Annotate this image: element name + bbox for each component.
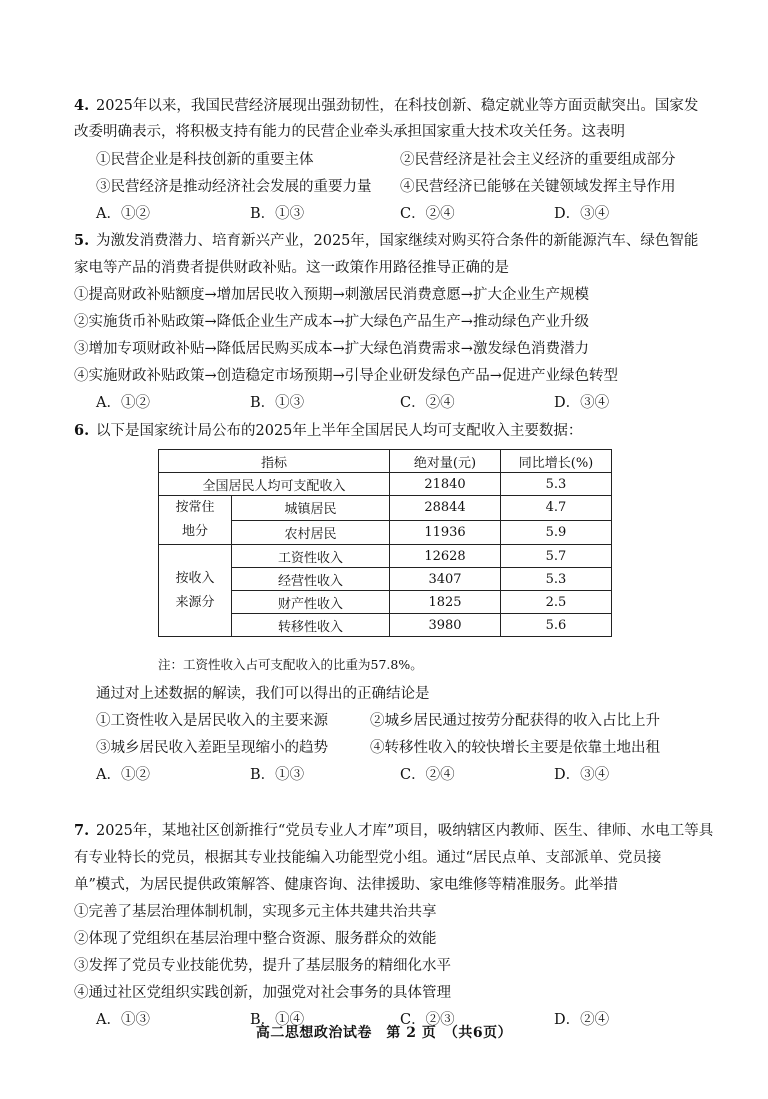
choice-b: B．①④: [250, 1012, 305, 1028]
question-stem-line: 家电等产品的消费者提供财政补贴。这一政策作用路径推导正确的是: [74, 260, 509, 276]
question-6-body: [74, 681, 714, 791]
table-cell-value: 28844: [390, 496, 501, 521]
table-cell-value: 11936: [390, 520, 501, 545]
statement-item: ③民营经济是推动经济社会发展的重要力量: [96, 179, 372, 195]
table-cell-growth: 2.5: [501, 591, 612, 614]
table-row: [159, 545, 612, 568]
table-cell-value: 21840: [390, 473, 501, 496]
table-cell-value: 1825: [390, 591, 501, 614]
table-cell-label: 财产性收入: [232, 591, 390, 614]
statement-item: ③增加专项财政补贴→降低居民购买成本→扩大绿色消费需求→激发绿色消费潜力: [74, 341, 589, 357]
question-number: 6.: [74, 422, 90, 439]
table-cell-label: 全国居民人均可支配收入: [159, 473, 390, 496]
table-row: [159, 496, 612, 521]
table-header-row: [159, 450, 612, 473]
table-cell-value: 3407: [390, 568, 501, 591]
statement-item: ①提高财政补贴额度→增加居民收入预期→刺激居民消费意愿→扩大企业生产规模: [74, 287, 589, 303]
statement-item: ④民营经济已能够在关键领域发挥主导作用: [400, 179, 676, 195]
choice-c: C．②④: [400, 395, 455, 411]
statement-item: ①完善了基层治理体制机制，实现多元主体共建共治共享: [74, 904, 437, 920]
table-cell-label: 转移性收入: [232, 614, 390, 637]
question-stem-line: 单”模式，为居民提供政策解答、健康咨询、法律援助、家电维修等精准服务。此举措: [74, 877, 618, 893]
choice-c: C．②④: [400, 767, 455, 783]
statement-item: ③城乡居民收入差距呈现缩小的趋势: [96, 740, 328, 756]
choice-c: C．②④: [400, 206, 455, 222]
group-label-line: 来源分: [175, 594, 215, 610]
statement-item: ①民营企业是科技创新的重要主体: [96, 152, 314, 168]
table-cell-label: 经营性收入: [232, 568, 390, 591]
question-stem-line: 为激发消费潜力、培育新兴产业，2025年，国家继续对购买符合条件的新能源汽车、绿色智能: [96, 233, 699, 249]
choice-a: A．①③: [96, 1012, 150, 1028]
table-cell-label: 城镇居民: [232, 496, 390, 521]
table-cell-label: 农村居民: [232, 520, 390, 545]
choice-d: D．③④: [554, 206, 610, 222]
statement-item: ②实施货币补贴政策→降低企业生产成本→扩大绿色产品生产→推动绿色产业升级: [74, 314, 589, 330]
question-stem-line: 2025年，某地社区创新推行“党员专业人才库”项目，吸纳辖区内教师、医生、律师、水电工等具: [96, 823, 714, 839]
statement-item: ③发挥了党员专业技能优势，提升了基层服务的精细化水平: [74, 958, 451, 974]
statement-item: ②体现了党组织在基层治理中整合资源、服务群众的效能: [74, 931, 437, 947]
choice-a: A．①②: [96, 206, 150, 222]
table-header-cell: 绝对量(元): [390, 450, 501, 473]
choice-a: A．①②: [96, 767, 150, 783]
choice-b: B．①③: [250, 767, 305, 783]
question-number: 5.: [74, 232, 90, 249]
choice-d: D．③④: [554, 767, 610, 783]
group-label-line: 按收入: [175, 570, 215, 586]
question-6: [74, 418, 714, 448]
table-cell-growth: 5.3: [501, 473, 612, 496]
choice-d: D．③④: [554, 395, 610, 411]
table-row: [159, 473, 612, 496]
group-label-line: 按常住: [175, 500, 215, 515]
table-cell-growth: 5.6: [501, 614, 612, 637]
group-label-line: 地分: [181, 524, 208, 539]
table-cell-value: 12628: [390, 545, 501, 568]
table-group-label: [159, 545, 232, 637]
statement-item: ④通过社区党组织实践创新，加强党对社会事务的具体管理: [74, 985, 451, 1001]
table-group-label: [159, 496, 232, 545]
choice-c: C．②③: [400, 1012, 455, 1028]
question-number: 4.: [74, 97, 90, 114]
question-stem-line: 2025年以来，我国民营经济展现出强劲韧性，在科技创新、稳定就业等方面贡献突出。国家发: [96, 98, 699, 114]
question-4: [74, 93, 714, 223]
question-number: 7.: [74, 822, 90, 839]
table-cell-label: 工资性收入: [232, 545, 390, 568]
question-stem-line: 改委明确表示，将积极支持有能力的民营企业牵头承担国家重大技术攻关任务。这表明: [74, 124, 625, 140]
income-data-table: [158, 449, 612, 637]
statement-item: ②民营经济是社会主义经济的重要组成部分: [400, 152, 676, 168]
table-note: 注：工资性收入占可支配收入的比重为57.8%。: [158, 657, 423, 672]
statement-item: ①工资性收入是居民收入的主要来源: [96, 713, 328, 729]
table-header-cell: 同比增长(%): [501, 450, 612, 473]
statement-item: ④实施财政补贴政策→创造稳定市场预期→引导企业研发绿色产品→促进产业绿色转型: [74, 368, 618, 384]
table-cell-growth: 5.9: [501, 520, 612, 545]
statement-item: ④转移性收入的较快增长主要是依靠土地出租: [370, 740, 660, 756]
choice-d: D．②④: [554, 1012, 610, 1028]
statement-item: ②城乡居民通过按劳分配获得的收入占比上升: [370, 713, 660, 729]
question-7: [74, 818, 714, 1028]
question-intro: 以下是国家统计局公布的2025年上半年全国居民人均可支配收入主要数据：: [96, 423, 583, 439]
question-stem-line: 有专业特长的党员，根据其专业技能编入功能型党小组。通过“居民点单、支部派单、党员接: [74, 850, 662, 866]
question-5: [74, 228, 714, 418]
choice-b: B．①③: [250, 206, 305, 222]
question-prompt: 通过对上述数据的解读，我们可以得出的正确结论是: [96, 686, 430, 702]
table-header-cell: 指标: [159, 450, 390, 473]
page-footer: 高二思想政治试卷 第 2 页 （共6页）: [255, 1025, 513, 1041]
table-cell-growth: 5.7: [501, 545, 612, 568]
choice-a: A．①②: [96, 395, 150, 411]
choice-b: B．①③: [250, 395, 305, 411]
table-cell-growth: 5.3: [501, 568, 612, 591]
table-cell-value: 3980: [390, 614, 501, 637]
table-cell-growth: 4.7: [501, 496, 612, 521]
